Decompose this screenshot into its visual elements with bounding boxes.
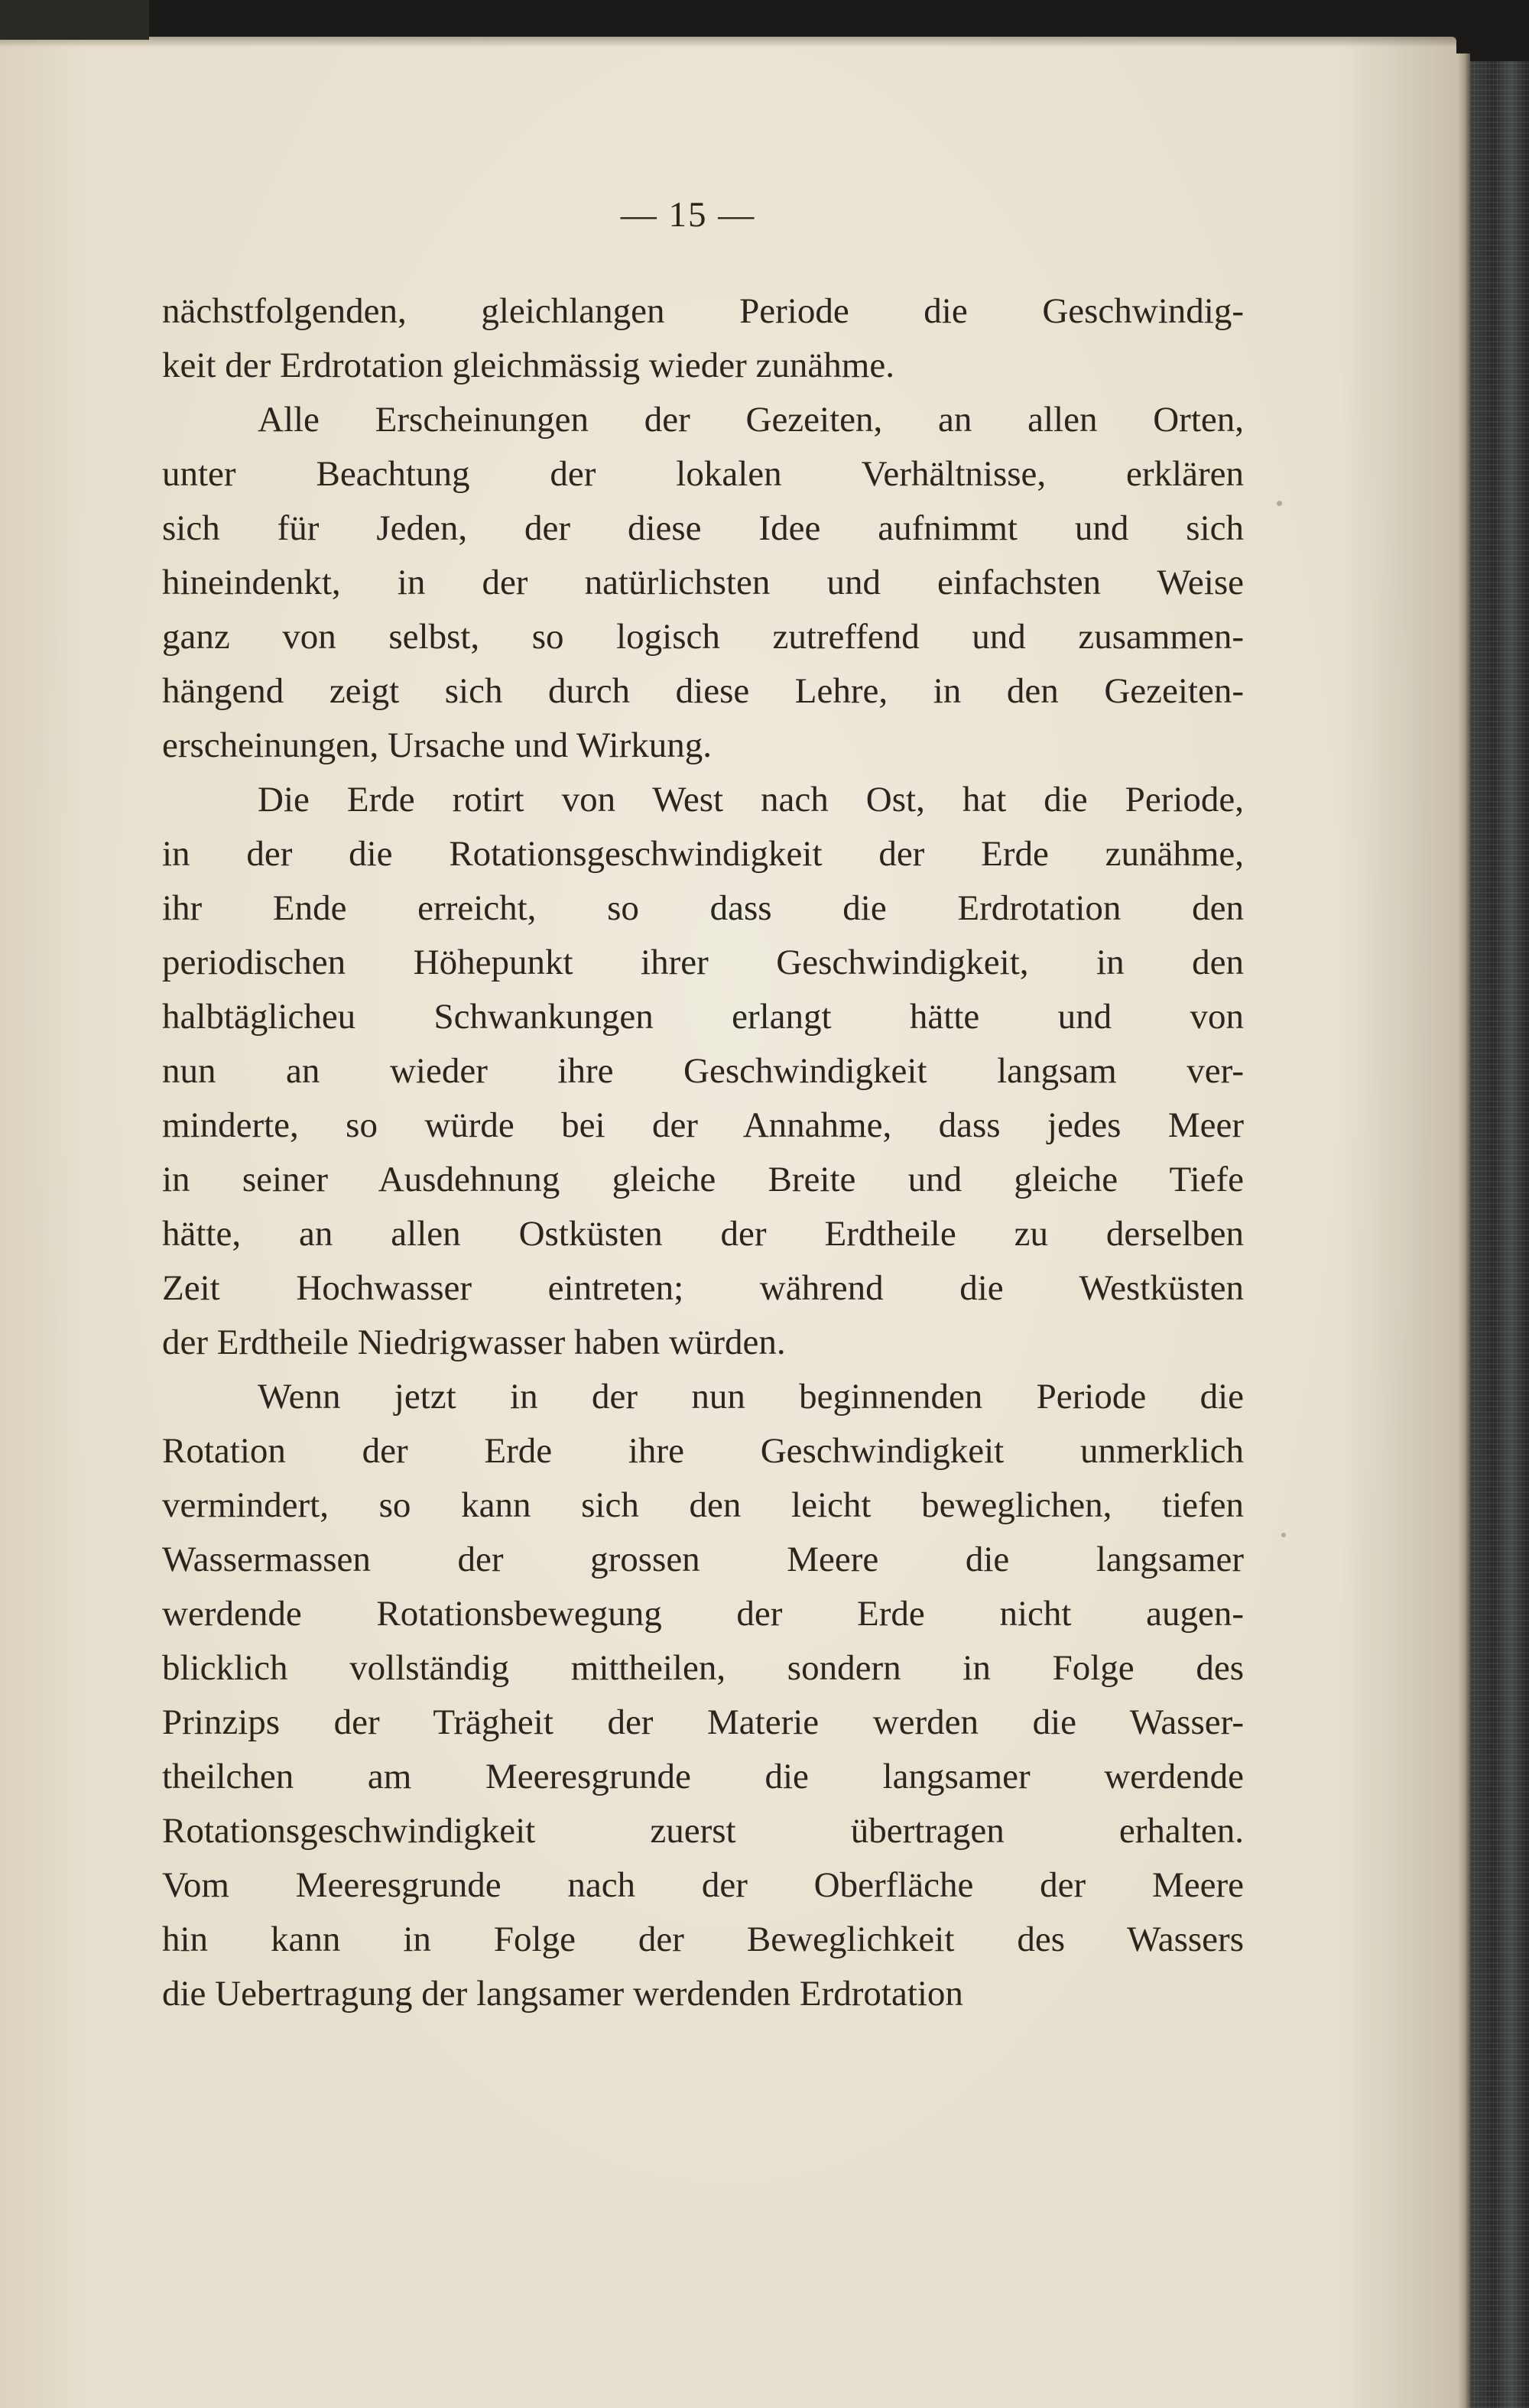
page-body-text <box>162 284 1244 2021</box>
text-line: in der die Rotationsgeschwindigkeit der Erde zunähme, <box>162 834 1244 874</box>
text-line: ganz von selbst, so logisch zutreffend und zusammen- <box>162 617 1244 657</box>
text-line: minderte, so würde bei der Annahme, dass jedes Meer <box>162 1105 1244 1145</box>
text-line: Rotationsgeschwindigkeit zuerst übertragen erhalten. <box>162 1811 1244 1851</box>
text-line: hätte, an allen Ostküsten der Erdtheile zu derselben <box>162 1214 1244 1254</box>
text-line: ihr Ende erreicht, so dass die Erdrotation den <box>162 888 1244 928</box>
text-line: keit der Erdrotation gleichmässig wieder zunähme. <box>162 346 894 385</box>
text-line: Alle Erscheinungen der Gezeiten, an allen Orten, <box>258 400 1244 440</box>
text-line: periodischen Höhepunkt ihrer Geschwindigkeit, in den <box>162 943 1244 982</box>
text-line: nächstfolgenden, gleichlangen Periode die Geschwindig- <box>162 291 1244 331</box>
text-line: werdende Rotationsbewegung der Erde nicht augen- <box>162 1594 1244 1634</box>
page-number: — 15 — <box>620 195 756 235</box>
text-line: Wassermassen der grossen Meere die langsamer <box>162 1540 1244 1579</box>
scan-corner-shadow <box>0 0 149 40</box>
text-line: nun an wieder ihre Geschwindigkeit langsam ver- <box>162 1051 1244 1091</box>
text-line: erscheinungen, Ursache und Wirkung. <box>162 725 712 765</box>
text-line: blicklich vollständig mittheilen, sondern in Folge des <box>162 1648 1244 1688</box>
paragraph <box>162 393 1244 773</box>
text-line: hängend zeigt sich durch diese Lehre, in den Gezeiten- <box>162 671 1244 711</box>
paper-speck <box>1277 501 1282 506</box>
text-line: in seiner Ausdehnung gleiche Breite und gleiche Tiefe <box>162 1160 1244 1199</box>
text-line: Prinzips der Trägheit der Materie werden die Wasser- <box>162 1702 1244 1742</box>
paragraph <box>162 1370 1244 2021</box>
text-line: Vom Meeresgrunde nach der Oberfläche der Meere <box>162 1865 1244 1905</box>
text-line: Rotation der Erde ihre Geschwindigkeit unmerklich <box>162 1431 1244 1471</box>
paper-speck <box>1281 1533 1286 1537</box>
text-line: unter Beachtung der lokalen Verhältnisse, erklären <box>162 454 1244 494</box>
text-line: Wenn jetzt in der nun beginnenden Periode die <box>258 1377 1244 1417</box>
text-line: Die Erde rotirt von West nach Ost, hat die Periode, <box>258 780 1244 819</box>
text-line: theilchen am Meeresgrunde die langsamer werdende <box>162 1757 1244 1796</box>
text-line: die Uebertragung der langsamer werdenden Erdrotation <box>162 1974 963 2014</box>
text-line: vermindert, so kann sich den leicht beweglichen, tiefen <box>162 1485 1244 1525</box>
text-line: Zeit Hochwasser eintreten; während die Westküsten <box>162 1268 1244 1308</box>
book-cover-edge <box>1470 61 1529 2408</box>
text-line: der Erdtheile Niedrigwasser haben würden. <box>162 1322 786 1362</box>
page-fore-edge <box>1456 54 1470 2408</box>
paragraph <box>162 284 1244 393</box>
paragraph <box>162 773 1244 1370</box>
text-line: hin kann in Folge der Beweglichkeit des Wassers <box>162 1920 1244 1959</box>
text-line: halbtäglicheu Schwankungen erlangt hätte und von <box>162 997 1244 1037</box>
page-top-shadow <box>0 37 1456 47</box>
text-line: hineindenkt, in der natürlichsten und einfachsten Weise <box>162 563 1244 602</box>
text-line: sich für Jeden, der diese Idee aufnimmt und sich <box>162 508 1244 548</box>
